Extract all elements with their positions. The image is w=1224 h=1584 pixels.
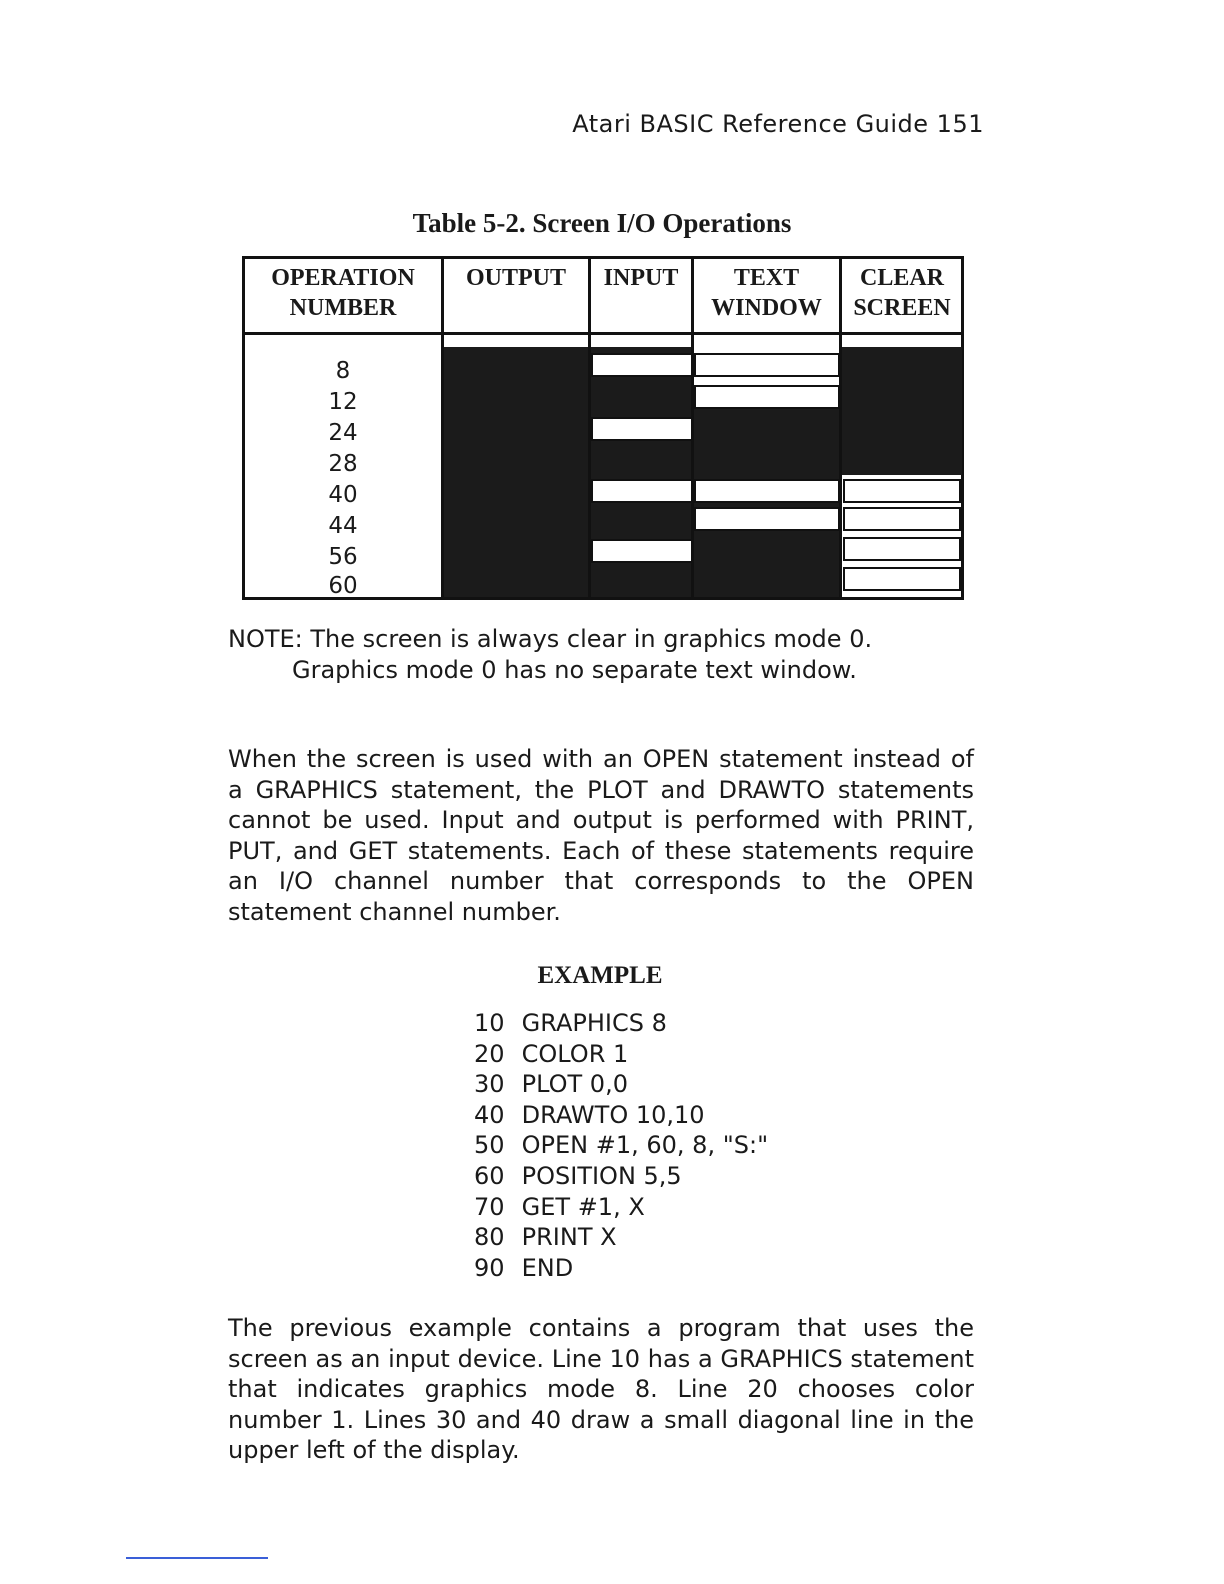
column-divider: [441, 259, 444, 597]
text-window-slot-40: [694, 479, 840, 503]
table-note: [228, 624, 872, 686]
body-paragraph-2: The previous example contains a program that uses the screen as an input device. Line 10 has a GRAPHICS statement that indicates graphics mode 8. Line 20 chooses color number 1. Lines 30 and 40 draw a small diagonal line in the upper left of the display.: [228, 1314, 974, 1465]
table-title: Table 5-2. Screen I/O Operations: [412, 208, 792, 238]
footer-rule: [126, 1557, 268, 1559]
operation-number: 40: [328, 482, 358, 508]
header-output: OUTPUT: [465, 265, 566, 291]
code-text: COLOR 1: [521, 1039, 629, 1068]
line-number: 60: [474, 1161, 505, 1190]
example-heading: EXAMPLE: [537, 962, 663, 989]
code-line: [474, 1039, 768, 1070]
code-text: END: [521, 1253, 574, 1282]
line-number: 10: [474, 1009, 505, 1037]
operation-number: 24: [328, 420, 358, 446]
code-text: OPEN #1, 60, 8, "S:": [521, 1131, 769, 1160]
code-text: DRAWTO 10,10: [521, 1100, 705, 1129]
line-number: 90: [474, 1253, 505, 1282]
operation-number: 28: [328, 451, 358, 477]
operation-number: 12: [328, 389, 358, 415]
code-text: PRINT X: [521, 1223, 617, 1252]
header-clear-screen: CLEAR SCREEN: [853, 265, 951, 321]
column-divider: [588, 259, 591, 597]
clear-screen-slot-60: [843, 567, 961, 591]
line-number: 20: [474, 1039, 505, 1068]
code-text: GRAPHICS 8: [521, 1009, 667, 1037]
code-text: POSITION 5,5: [521, 1161, 682, 1190]
clear-screen-slot-44: [843, 507, 961, 531]
code-line: [474, 1130, 768, 1161]
line-number: 70: [474, 1192, 505, 1221]
code-line: [474, 1222, 768, 1253]
text-window-slot-12: [694, 385, 840, 409]
text-window-column-fill: [692, 409, 842, 597]
operation-number: 60: [328, 573, 358, 599]
code-line: [474, 1161, 768, 1192]
code-text: GET #1, X: [521, 1192, 645, 1221]
line-number: 50: [474, 1131, 505, 1160]
operation-number: 44: [328, 513, 358, 539]
header-input: INPUT: [603, 265, 679, 291]
text-window-slot-44: [694, 507, 840, 531]
line-number: 30: [474, 1070, 505, 1099]
input-slot-8: [591, 353, 693, 377]
code-line: [474, 1008, 768, 1039]
header-text-window: TEXT WINDOW: [711, 265, 822, 321]
header-divider: [245, 332, 961, 335]
input-slot-56: [591, 539, 693, 563]
code-text: PLOT 0,0: [521, 1070, 628, 1099]
code-line: [474, 1069, 768, 1100]
code-line: [474, 1192, 768, 1223]
clear-screen-column-fill: [842, 347, 962, 475]
code-line: [474, 1100, 768, 1131]
example-code: [474, 1008, 768, 1283]
text-window-slot-8: [694, 353, 840, 377]
line-number: 40: [474, 1100, 505, 1129]
body-paragraph-1: When the screen is used with an OPEN statement instead of a GRAPHICS statement, the PLOT and DRAWTO statements cannot be used. Input and output is performed with PRINT, PUT, and GET statements. Each of these statements require an I/O channel number that corresponds to the OPEN statement channel number.: [228, 745, 974, 926]
input-slot-24: [591, 417, 693, 441]
operation-number: 56: [328, 544, 358, 570]
header-operation-number: OPERATION NUMBER: [271, 265, 415, 321]
code-line: [474, 1253, 768, 1284]
clear-screen-slot-40: [843, 479, 961, 503]
note-line-1: NOTE: The screen is always clear in graphics mode 0.: [228, 625, 873, 653]
note-line-2: Graphics mode 0 has no separate text window.: [292, 656, 857, 684]
clear-screen-slot-56: [843, 537, 961, 561]
screen-io-table: [242, 256, 964, 600]
input-slot-40: [591, 479, 693, 503]
line-number: 80: [474, 1223, 505, 1252]
running-head: Atari BASIC Reference Guide 151: [572, 110, 984, 138]
output-column-fill: [443, 347, 590, 597]
operation-number: 8: [335, 358, 351, 384]
